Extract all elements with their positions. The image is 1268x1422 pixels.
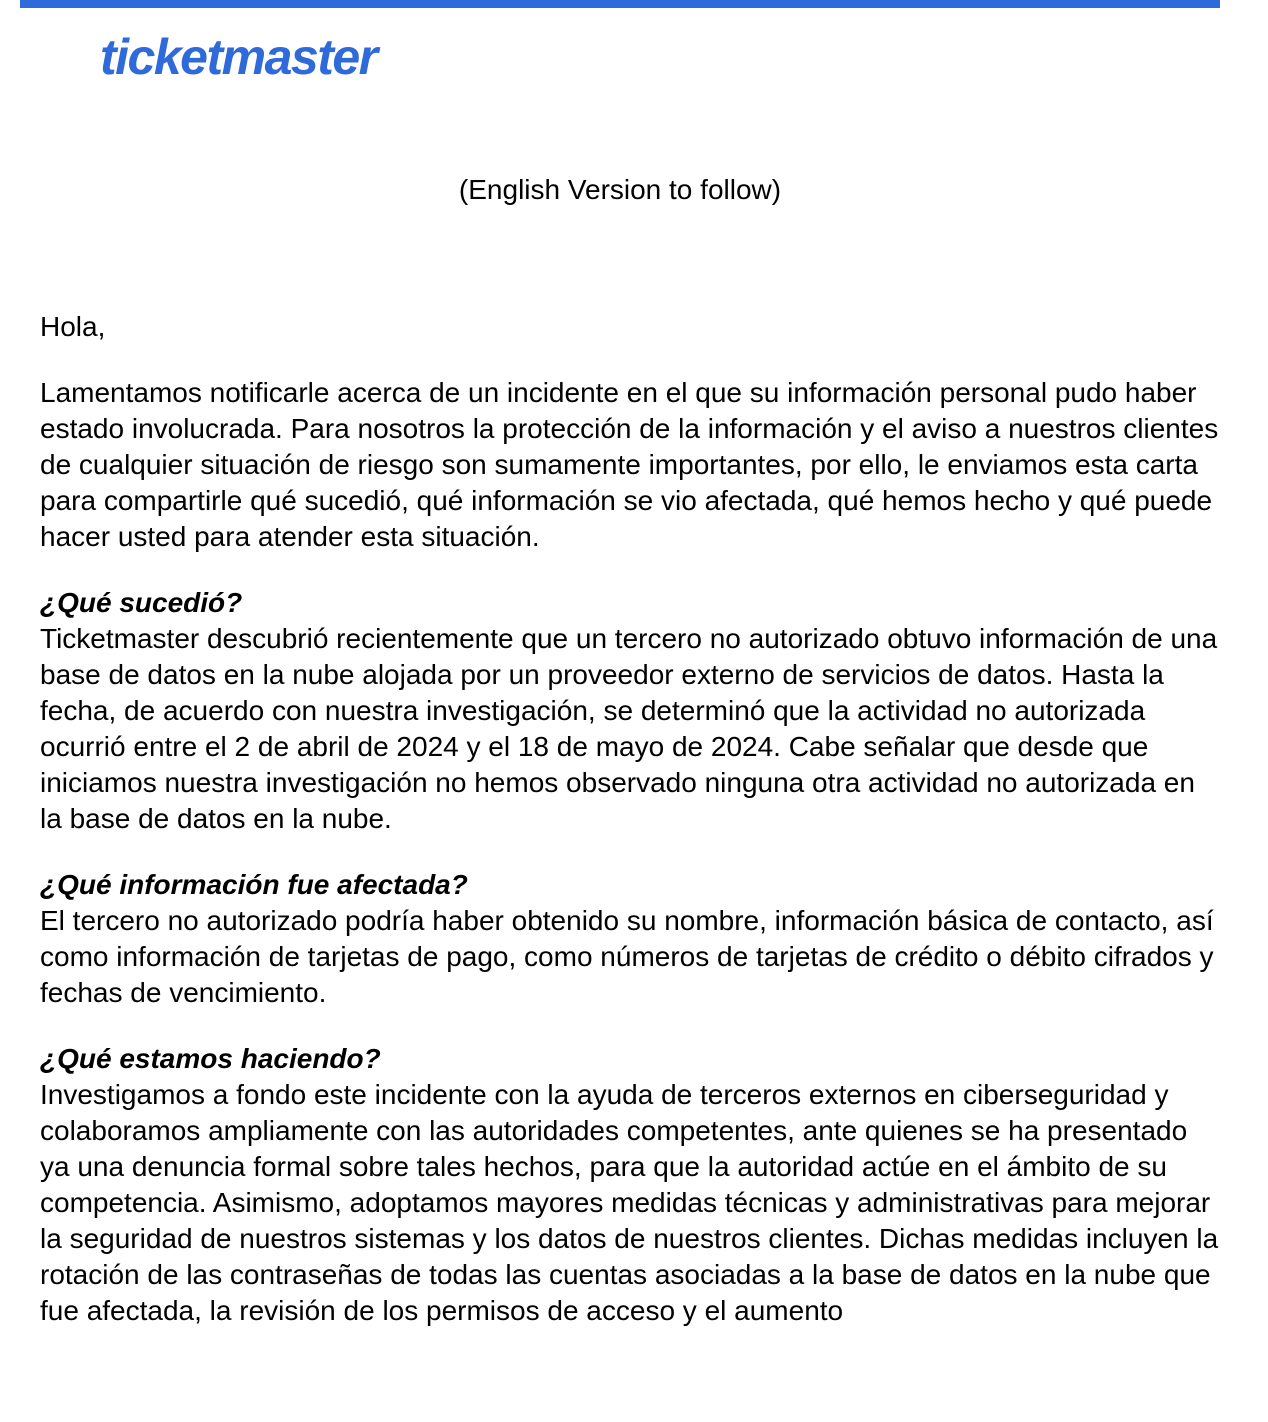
- section-body: Investigamos a fondo este incidente con la ayuda de terceros externos en ciberseguridad y colaboramos ampliamente con las autoridades competentes, ante quienes se ha presentado ya una denuncia formal sobre tales hechos, para que la autoridad actúe en el ámbito de su competencia. Asimismo, adoptamos mayores medidas técnicas y administrativas para mejorar la seguridad de nuestros sistemas y los datos de nuestros clientes. Dichas medidas incluyen la rotación de las contraseñas de todas las cuentas asociadas a la base de datos en la nube que fue afectada, la revisión de los permisos de acceso y el aumento: [40, 1079, 1219, 1326]
- section-heading: ¿Qué información fue afectada?: [40, 869, 468, 900]
- section-heading: ¿Qué sucedió?: [40, 587, 243, 618]
- section-body: Ticketmaster descubrió recientemente que un tercero no autorizado obtuvo información de una base de datos en la nube alojada por un proveedor externo de servicios de datos. Hasta la fecha, de acuerdo con nuestra investigación, se determinó que la actividad no autorizada ocurrió entre el 2 de abril de 2024 y el 18 de mayo de 2024. Cabe señalar que desde que iniciamos nuestra investigación no hemos observado ninguna otra actividad no autorizada en la base de datos en la nube.: [40, 623, 1218, 834]
- greeting: Hola,: [40, 311, 106, 342]
- english-version-note: (English Version to follow): [458, 174, 782, 205]
- section-what-information: [40, 867, 1220, 1011]
- section-heading: ¿Qué estamos haciendo?: [40, 1043, 381, 1074]
- ticketmaster-logo[interactable]: ticketmaster: [100, 29, 377, 85]
- top-accent-bar: [20, 0, 1220, 8]
- email-body: [40, 309, 1220, 1359]
- section-body: El tercero no autorizado podría haber obtenido su nombre, información básica de contacto, así como información de tarjetas de pago, como números de tarjetas de crédito o débito cifrados y fechas de vencimiento.: [40, 905, 1214, 1008]
- intro-paragraph: Lamentamos notificarle acerca de un incidente en el que su información personal pudo haber estado involucrada. Para nosotros la protección de la información y el aviso a nuestros clientes de cualquier situación de riesgo son sumamente importantes, por ello, le enviamos esta carta para compartirle qué sucedió, qué información se vio afectada, qué hemos hecho y qué puede hacer usted para atender esta situación.: [40, 377, 1219, 552]
- section-what-we-are-doing: [40, 1041, 1220, 1329]
- section-what-happened: [40, 585, 1220, 837]
